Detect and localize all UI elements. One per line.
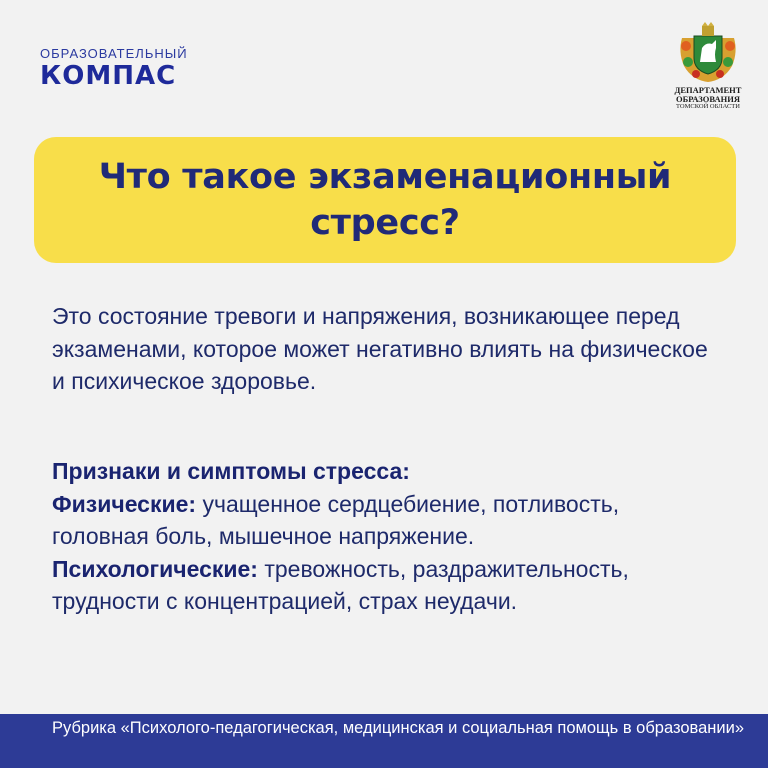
physical-label: Физические: bbox=[52, 490, 197, 517]
title-banner bbox=[34, 137, 736, 263]
symptoms-section bbox=[52, 455, 712, 618]
title-line-1: Что такое экзаменационный bbox=[98, 157, 672, 197]
coat-of-arms-icon bbox=[676, 22, 740, 84]
dept-line-2: ОБРАЗОВАНИЯ bbox=[676, 93, 740, 104]
physical-symptoms bbox=[52, 488, 712, 553]
logo-main-text: КОМПАС bbox=[40, 61, 177, 91]
title-line-2: стресс? bbox=[310, 203, 460, 243]
kompas-logo bbox=[40, 46, 188, 91]
logo-top-text: ОБРАЗОВАТЕЛЬНЫЙ bbox=[40, 46, 188, 61]
footer-rubric: Рубрика «Психолого-педагогическая, медицинская и социальная помощь в образовании» bbox=[0, 714, 768, 768]
intro-paragraph: Это состояние тревоги и напряжения, возникающее перед экзаменами, которое может негативно влиять на физическое и психическое здоровье. bbox=[52, 303, 708, 394]
psych-text: тревожность, раздражительность, трудности с концентрацией, страх неудачи. bbox=[52, 555, 629, 614]
physical-text: учащенное сердцебиение, потливость, головная боль, мышечное напряжение. bbox=[52, 490, 620, 549]
psychological-symptoms bbox=[52, 553, 712, 618]
department-emblem bbox=[668, 22, 748, 111]
symptoms-heading: Признаки и симптомы стресса: bbox=[52, 458, 410, 484]
dept-line-1: ДЕПАРТАМЕНТ bbox=[674, 85, 742, 95]
psych-label: Психологические: bbox=[52, 555, 258, 582]
dept-line-3: ТОМСКОЙ ОБЛАСТИ bbox=[676, 102, 740, 110]
